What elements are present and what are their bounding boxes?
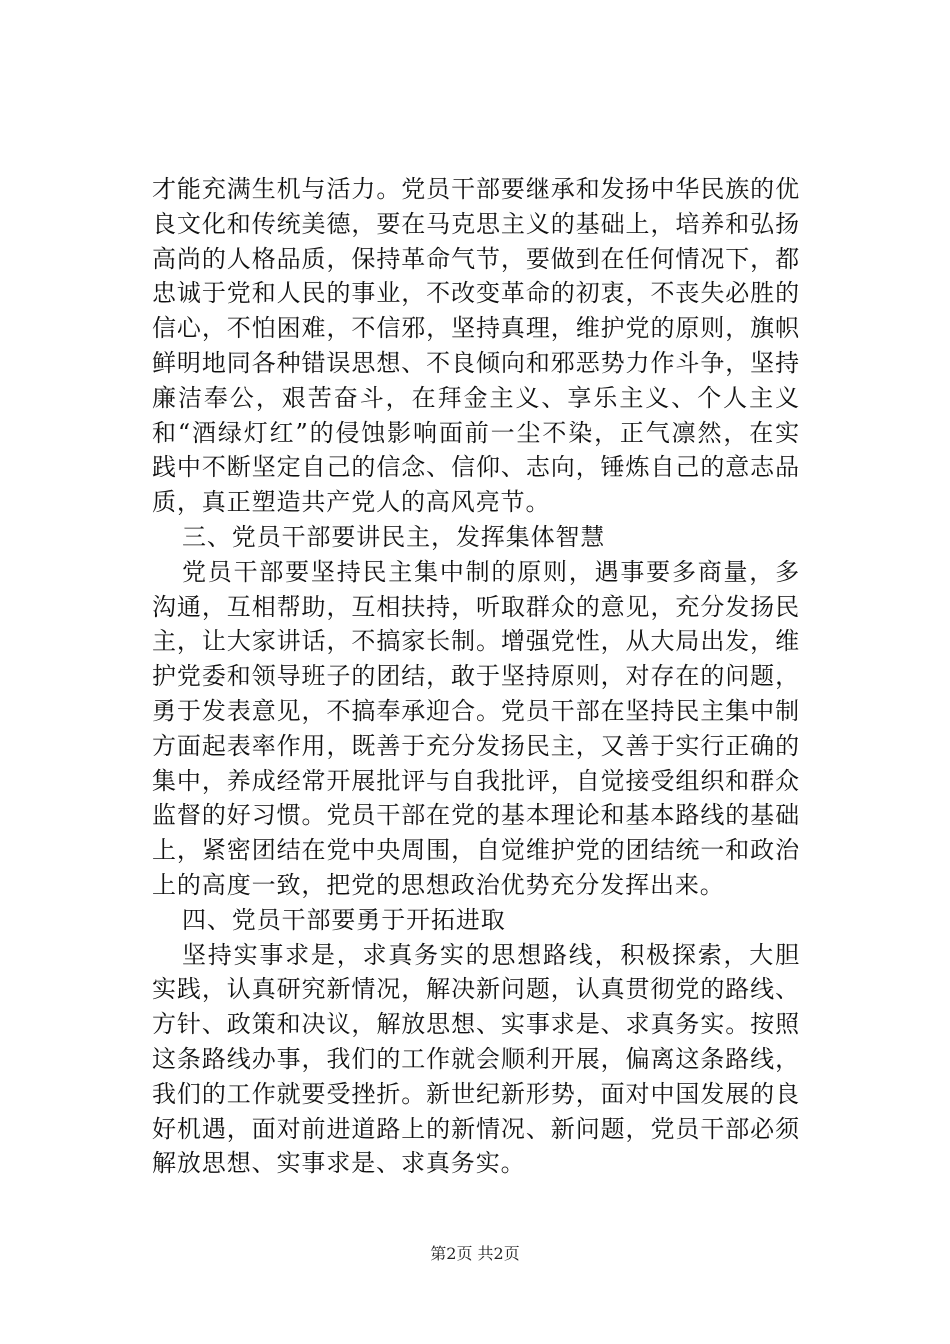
section-heading-four: 四、党员干部要勇于开拓进取 bbox=[182, 905, 506, 934]
paragraph-democracy: 党员干部要坚持民主集中制的原则，遇事要多商量，多沟通，互相帮助，互相扶持，听取群众的意见，充分发扬民主，让大家讲话，不搞家长制。增强党性，从大局出发，维护党委和领导班子的团结，敢于坚持原则，对存在的问题，勇于发表意见，不搞奉承迎合。党员干部在坚持民主集中制方面起表率作用，既善于充分发扬民主，又善于实行正确的集中，养成经常开展批评与自我批评，自觉接受组织和群众监督的好习惯。党员干部在党的基本理论和基本路线的基础上，紧密团结在党中央周围，自觉维护党的团结统一和政治上的高度一致，把党的思想政治优势充分发挥出来。 bbox=[152, 557, 800, 899]
document-body bbox=[152, 172, 800, 1181]
page-footer: 第2页 共2页 bbox=[430, 1244, 520, 1263]
paragraph-pioneering: 坚持实事求是，求真务实的思想路线，积极探索，大胆实践，认真研究新情况，解决新问题，认真贯彻党的路线、方针、政策和决议，解放思想、实事求是、求真务实。按照这条路线办事，我们的工作就会顺利开展，偏离这条路线，我们的工作就要受挫折。新世纪新形势，面对中国发展的良好机遇，面对前进道路上的新情况、新问题，党员干部必须解放思想、实事求是、求真务实。 bbox=[152, 940, 800, 1178]
section-heading-three: 三、党员干部要讲民主，发挥集体智慧 bbox=[182, 522, 606, 551]
paragraph-continuation: 才能充满生机与活力。党员干部要继承和发扬中华民族的优良文化和传统美德，要在马克思主义的基础上，培养和弘扬高尚的人格品质，保持革命气节，要做到在任何情况下，都忠诚于党和人民的事业，不改变革命的初衷，不丧失必胜的信心，不怕困难，不信邪，坚持真理，维护党的原则，旗帜鲜明地同各种错误思想、不良倾向和邪恶势力作斗争，坚持廉洁奉公，艰苦奋斗，在拜金主义、享乐主义、个人主义和“酒绿灯红”的侵蚀影响面前一尘不染，正气凛然，在实践中不断坚定自己的信念、信仰、志向，锤炼自己的意志品质，真正塑造共产党人的高风亮节。 bbox=[152, 175, 800, 517]
